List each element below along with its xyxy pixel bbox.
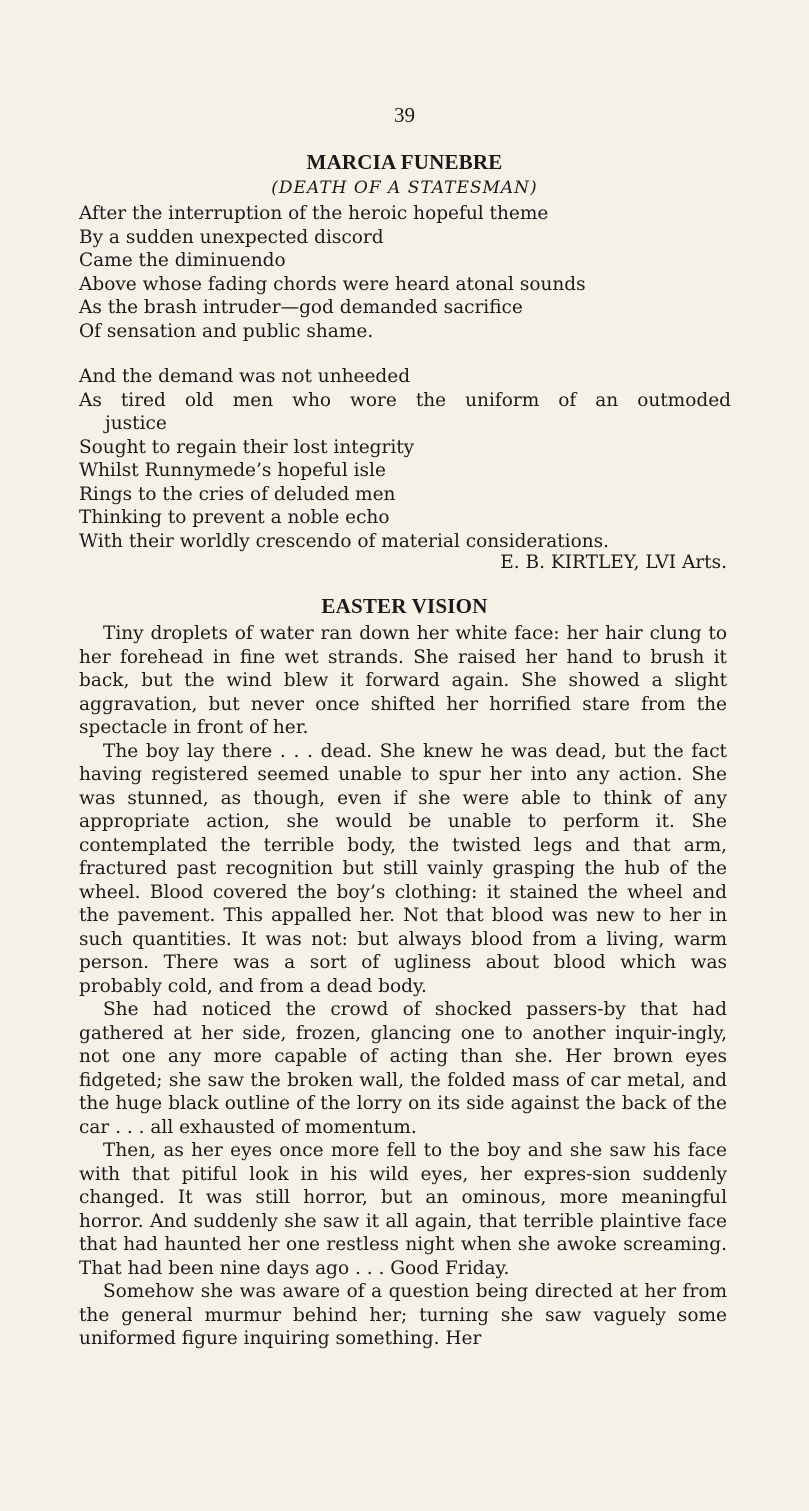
poem-line: Sought to regain their lost integrity [79,436,415,458]
poem-line: Whilst Runnymede’s hopeful isle [79,460,386,481]
story-paragraph: The boy lay there . . . dead. She knew he was dead, but the fact having registered seemed unable to spur her into any action. She was stunned, as though, even if she were able to think of any appropriate action, she would be unable to perform it. She contemplated the terrible body, the twisted legs and that arm, fractured past recognition but still vainly grasping the hub of the wheel. Blood covered the boy’s clothing: it stained the wheel and the pavement. This appalled her. Not that blood was new to her in such quantities. It was not: but always blood from a living, warm person. There was a sort of ugliness about blood which was probably cold, and from a dead body. [79,740,727,997]
poem-line: Of sensation and public shame. [79,320,374,342]
poem-title: MARCIA FUNEBRE [306,150,503,174]
poem-line: With their worldly crescendo of material considerations. [79,530,610,552]
story-paragraph: Somehow she was aware of a question being directed at her from the general murmur behind her; turning she saw vaguely some uniformed figure inquiring something. Her [79,1281,727,1349]
poem-line: Thinking to prevent a noble echo [79,507,390,528]
story-paragraph: Then, as her eyes once more fell to the boy and she saw his face with that pitiful look in his wild eyes, her expres-sion suddenly changed. It was still horror, but an ominous, more meaningful horror. And suddenly she saw it all again, that terrible plaintive face that had haunted her one restless night when she awoke screaming. That had been nine days ago . . . Good Friday. [79,1140,727,1279]
poem-author: E. B. KIRTLEY, LVI Arts. [500,552,727,573]
poem-subtitle: (DEATH OF A STATESMAN) [271,178,538,198]
page-number: 39 [394,103,415,127]
poem-line-continuation: justice [105,413,167,434]
poem-line: And the demand was not unheeded [79,366,411,387]
story-paragraph: Tiny droplets of water ran down her white face: her hair clung to her forehead in fine wet strands. She raised her hand to brush it back, but the wind blew it forward again. She showed a slight aggravation, but never once shifted her horrified stare from the spectacle in front of her. [79,623,727,738]
poem-line: After the interruption of the heroic hopeful theme [79,203,549,224]
poem-line: Came the diminuendo [79,250,286,271]
poem-line: As tired old men who wore the uniform of an outmoded [79,389,731,411]
poem-line: Rings to the cries of deluded men [79,483,396,505]
story-paragraph: She had noticed the crowd of shocked passers-by that had gathered at her side, frozen, glancing one to another inquir-ingly, not one any more capable of acting than she. Her brown eyes fidgeted; she saw the broken wall, the folded mass of car metal, and the huge black outline of the lorry on its side against the back of the car . . . all exhausted of momentum. [79,999,727,1138]
poem-stanza-1 [79,202,731,343]
poem-line: By a sudden unexpected discord [79,226,384,248]
poem-line: As the brash intruder—god demanded sacrifice [79,297,523,318]
poem-line: Above whose fading chords were heard atonal sounds [79,273,586,295]
poem-stanza-2 [79,365,731,553]
story-body [79,622,727,1351]
story-title: EASTER VISION [321,594,488,618]
